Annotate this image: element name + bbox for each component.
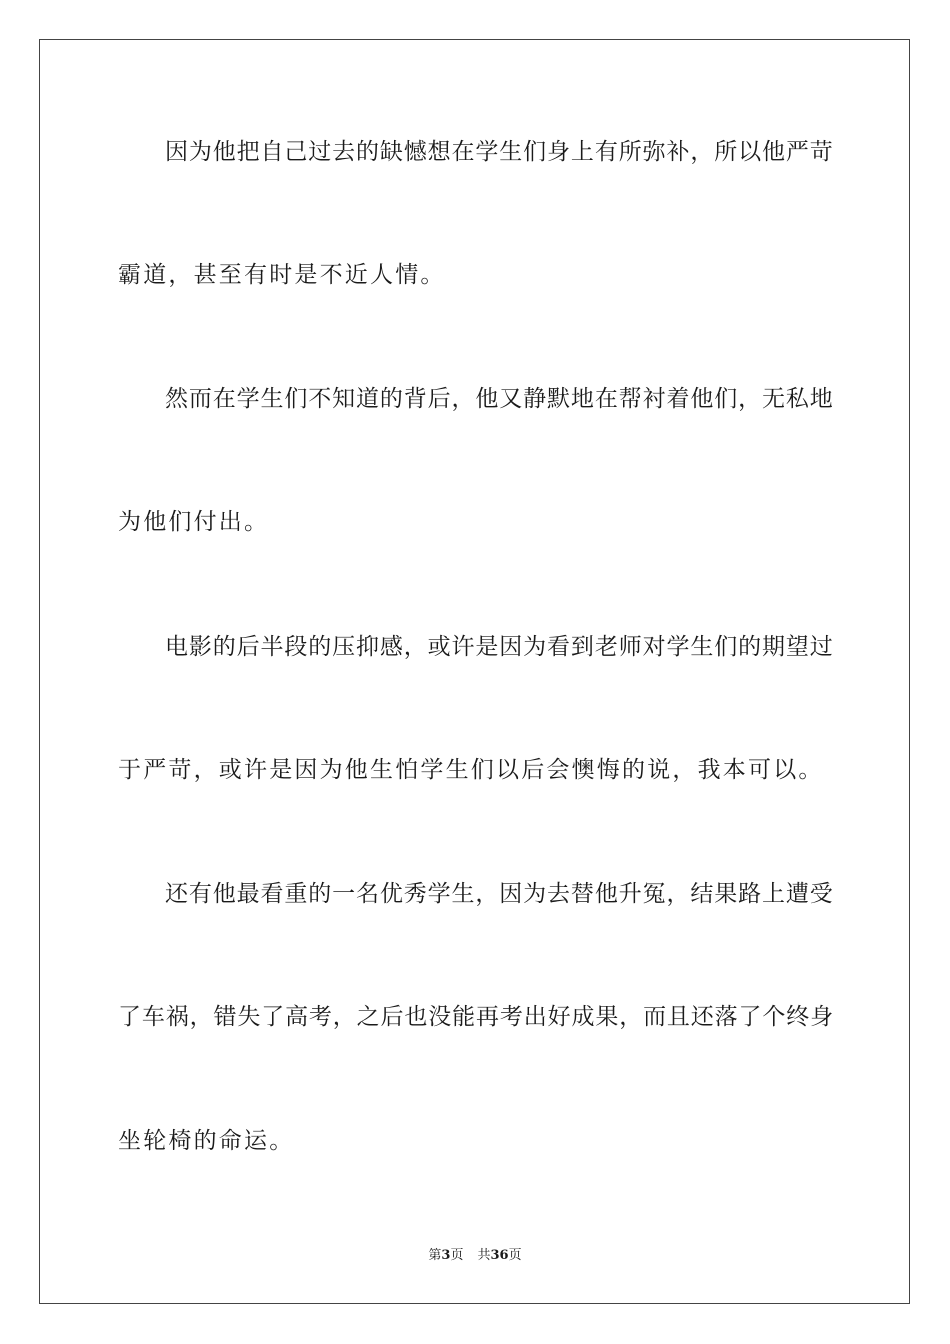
footer-page-prefix: 第 (428, 1248, 442, 1263)
paragraph-2-line-1: 然而在学生们不知道的背后，他又静默地在帮衬着他们，无私地 (165, 386, 834, 412)
page-footer (0, 1246, 950, 1266)
paragraph-3-line-1: 电影的后半段的压抑感，或许是因为看到老师对学生们的期望过 (165, 634, 834, 660)
paragraph-1-line-1: 因为他把自己过去的缺憾想在学生们身上有所弥补，所以他严苛 (165, 139, 834, 165)
footer-total-number: 36 (490, 1248, 509, 1263)
paragraph-2-line-2: 为他们付出。 (118, 509, 270, 535)
paragraph-3-line-2: 于严苛，或许是因为他生怕学生们以后会懊悔的说，我本可以。 (118, 757, 824, 783)
paragraph-4-line-3: 坐轮椅的命运。 (118, 1128, 295, 1154)
footer-page-number: 3 (441, 1248, 451, 1263)
footer-total-prefix: 共 (477, 1248, 491, 1263)
footer-total-suffix: 页 (508, 1248, 522, 1263)
paragraph-4-line-1: 还有他最看重的一名优秀学生，因为去替他升冤，结果路上遭受 (165, 881, 834, 907)
paragraph-4-line-2: 了车祸，错失了高考，之后也没能再考出好成果，而且还落了个终身 (118, 1004, 834, 1030)
paragraph-1-line-2: 霸道，甚至有时是不近人情。 (118, 262, 446, 288)
page-frame (39, 39, 910, 1304)
footer-page-suffix: 页 (450, 1248, 464, 1263)
